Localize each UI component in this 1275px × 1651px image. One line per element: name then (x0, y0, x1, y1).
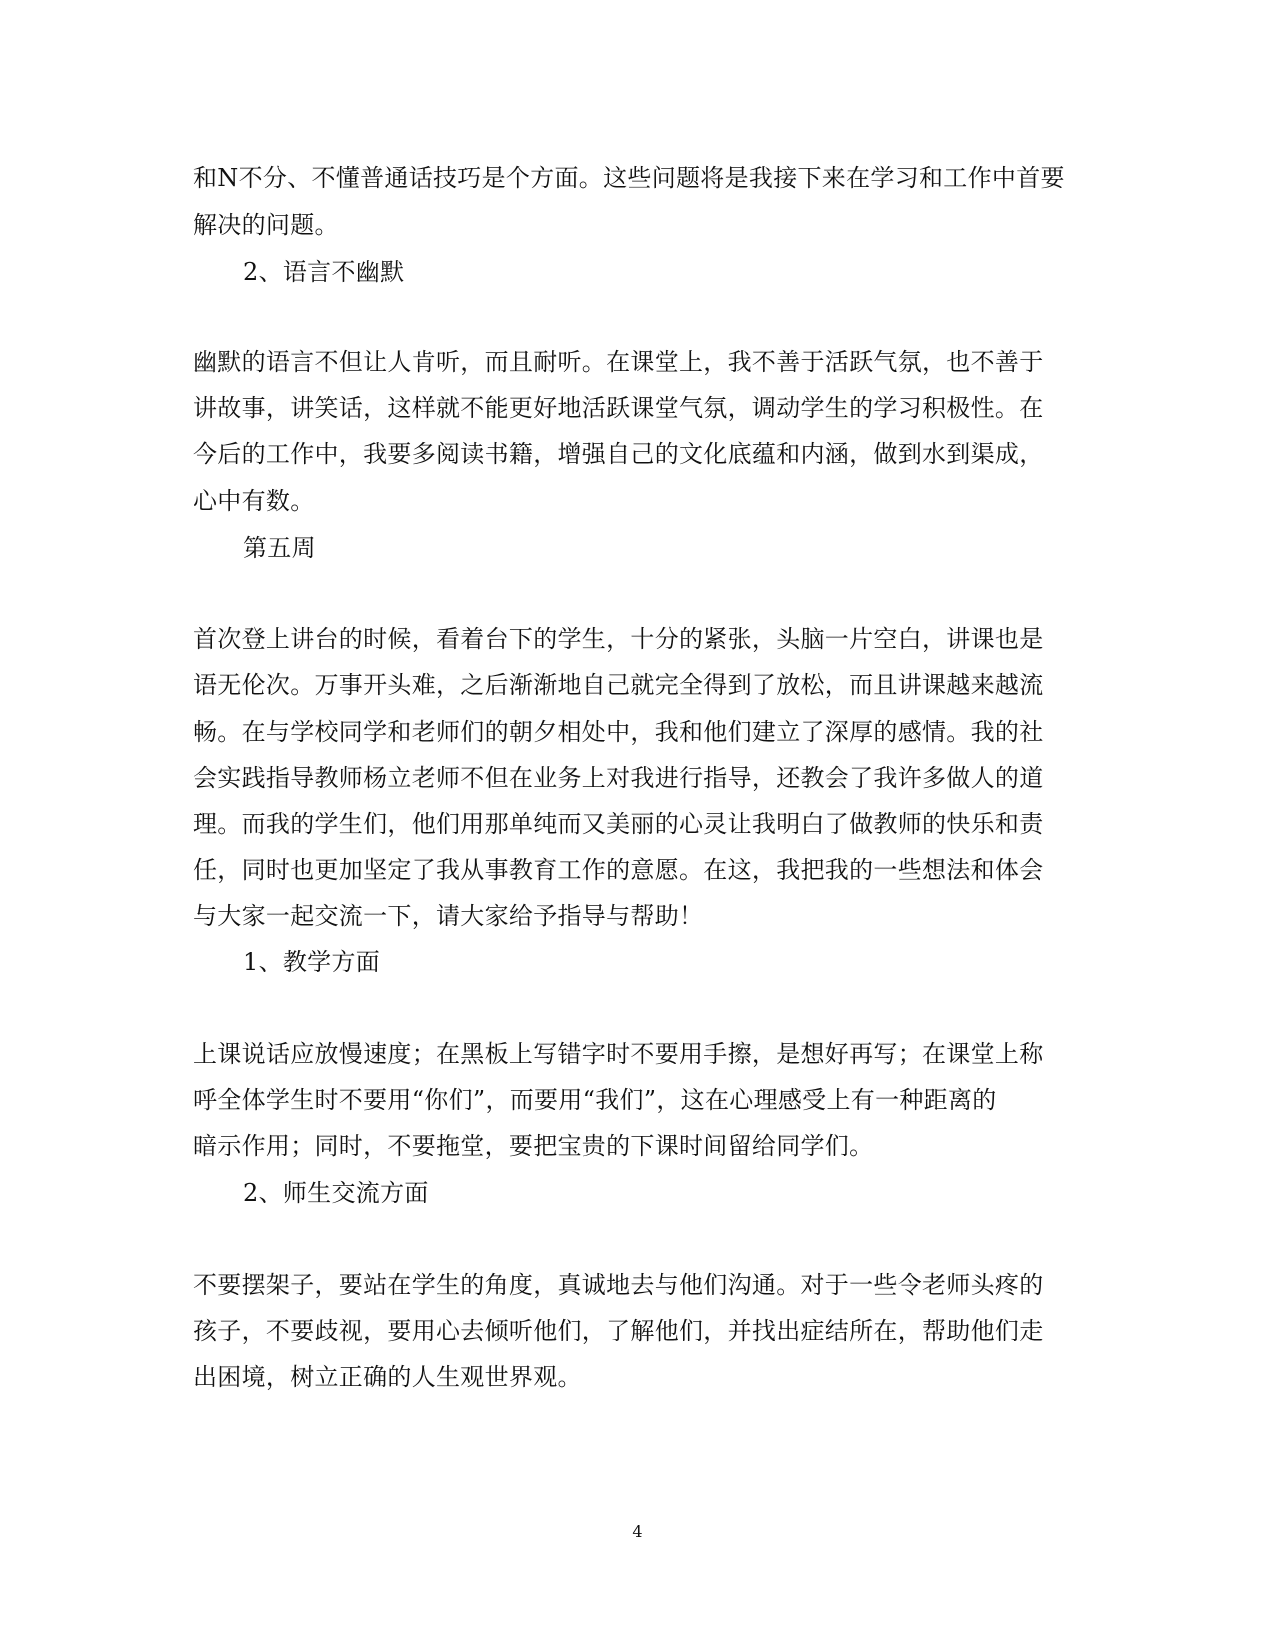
section-heading: 1、教学方面 (243, 948, 381, 976)
text-line: 理。而我的学生们，他们用那单纯而又美丽的心灵让我明白了做教师的快乐和责 (193, 810, 1044, 838)
text-line: 孩子，不要歧视，要用心去倾听他们，了解他们，并找出症结所在，帮助他们走 (193, 1317, 1044, 1345)
text-line: 和N不分、不懂普通话技巧是个方面。这些问题将是我接下来在学习和工作中首要 (193, 164, 1065, 192)
text-line: 首次登上讲台的时候，看着台下的学生，十分的紧张，头脑一片空白，讲课也是 (193, 625, 1044, 653)
page-number: 4 (632, 1522, 643, 1541)
section-heading: 2、语言不幽默 (243, 258, 405, 286)
text-line: 上课说话应放慢速度；在黑板上写错字时不要用手擦，是想好再写；在课堂上称 (193, 1040, 1044, 1068)
text-line: 语无伦次。万事开头难，之后渐渐地自己就完全得到了放松，而且讲课越来越流 (193, 671, 1044, 699)
text-line: 讲故事，讲笑话，这样就不能更好地活跃课堂气氛，调动学生的学习积极性。在 (193, 394, 1044, 422)
text-line: 畅。在与学校同学和老师们的朝夕相处中，我和他们建立了深厚的感情。我的社 (193, 718, 1044, 746)
text-line: 出困境，树立正确的人生观世界观。 (193, 1363, 582, 1391)
text-line: 会实践指导教师杨立老师不但在业务上对我进行指导，还教会了我许多做人的道 (193, 764, 1044, 792)
text-line: 暗示作用；同时，不要拖堂，要把宝贵的下课时间留给同学们。 (193, 1132, 874, 1160)
text-line: 不要摆架子，要站在学生的角度，真诚地去与他们沟通。对于一些令老师头疼的 (193, 1271, 1044, 1299)
text-line: 今后的工作中，我要多阅读书籍，增强自己的文化底蕴和内涵，做到水到渠成， (193, 440, 1044, 468)
text-line: 解决的问题。 (193, 211, 339, 239)
section-heading: 2、师生交流方面 (243, 1179, 429, 1207)
text-line: 与大家一起交流一下，请大家给予指导与帮助！ (193, 902, 704, 930)
text-line: 任，同时也更加坚定了我从事教育工作的意愿。在这，我把我的一些想法和体会 (193, 856, 1044, 884)
week-heading: 第五周 (243, 534, 316, 562)
text-line: 幽默的语言不但让人肯听，而且耐听。在课堂上，我不善于活跃气氛，也不善于 (193, 348, 1044, 376)
text-line: 呼全体学生时不要用“你们”，而要用“我们”，这在心理感受上有一种距离的 (193, 1086, 997, 1114)
text-line: 心中有数。 (193, 487, 315, 515)
